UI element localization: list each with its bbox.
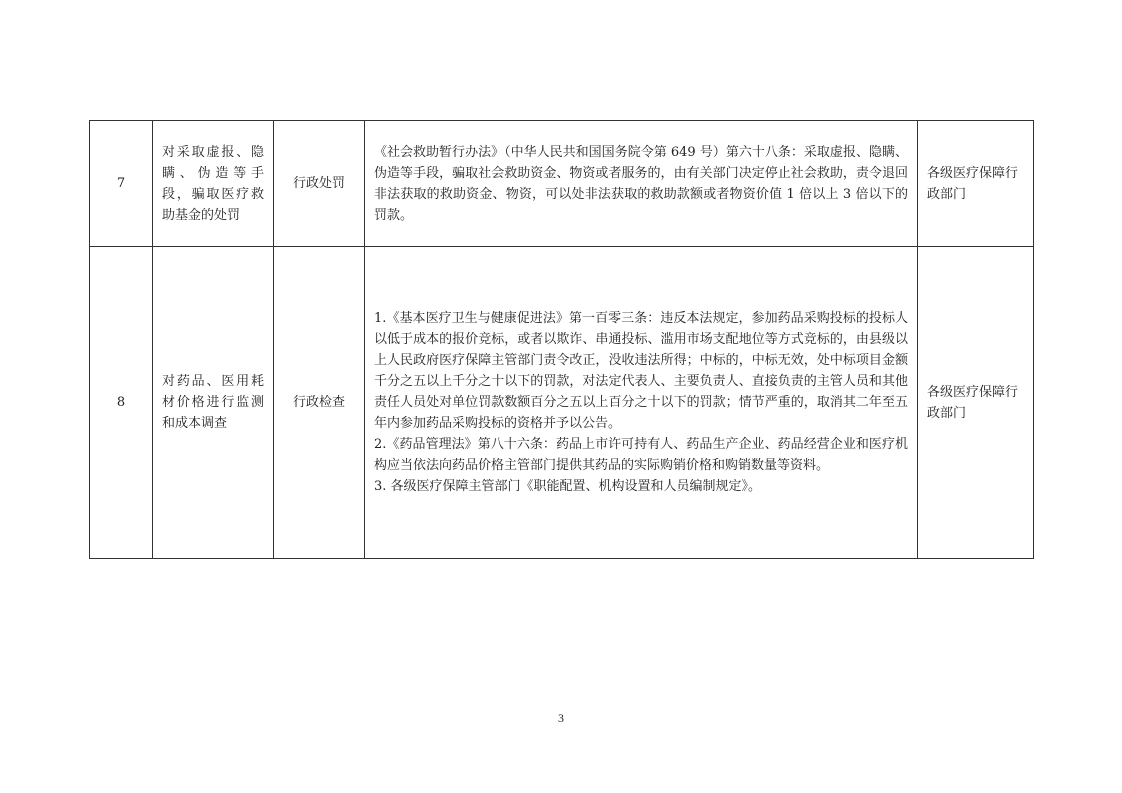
legal-basis	[365, 247, 918, 559]
item-category: 行政处罚	[274, 121, 365, 247]
table-row	[90, 121, 1034, 247]
item-name: 对采取虚报、隐瞒、伪造等手段，骗取医疗救助基金的处罚	[153, 121, 274, 247]
legal-basis-paragraph: 1.《基本医疗卫生与健康促进法》第一百零三条：违反本法规定，参加药品采购投标的投标人以低于成本的报价竞标，或者以欺诈、串通投标、滥用市场支配地位等方式竞标的，由县级以上人民政府医疗保障主管部门责令改正，没收违法所得；中标的，中标无效，处中标项目金额千分之五以上千分之十以下的罚款，对法定代表人、主要负责人、直接负责的主管人员和其他责任人员处对单位罚款数额百分之五以上百分之十以下的罚款；情节严重的，取消其二年至五年内参加药品采购投标的资格并予以公告。	[374, 311, 908, 431]
legal-basis	[365, 121, 918, 247]
authority-table	[89, 120, 1034, 559]
table-row	[90, 247, 1034, 559]
legal-basis-paragraph: 3. 各级医疗保障主管部门《职能配置、机构设置和人员编制规定》。	[374, 479, 762, 494]
row-number: 7	[90, 121, 153, 247]
responsible-department: 各级医疗保障行政部门	[918, 247, 1034, 559]
page-number: 3	[558, 711, 564, 725]
item-name: 对药品、医用耗材价格进行监测和成本调查	[153, 247, 274, 559]
responsible-department: 各级医疗保障行政部门	[918, 121, 1034, 247]
row-number: 8	[90, 247, 153, 559]
item-category: 行政检查	[274, 247, 365, 559]
legal-basis-paragraph: 《社会救助暂行办法》（中华人民共和国国务院令第 649 号）第六十八条：采取虚报、隐瞒、伪造等手段，骗取社会救助资金、物资或者服务的，由有关部门决定停止社会救助，责令退回非法获取的救助资金、物资，可以处非法获取的救助款额或者物资价值 1 倍以上 3 倍以下的罚款。	[374, 144, 908, 223]
legal-basis-paragraph: 2.《药品管理法》第八十六条：药品上市许可持有人、药品生产企业、药品经营企业和医疗机构应当依法向药品价格主管部门提供其药品的实际购销价格和购销数量等资料。	[374, 437, 908, 473]
